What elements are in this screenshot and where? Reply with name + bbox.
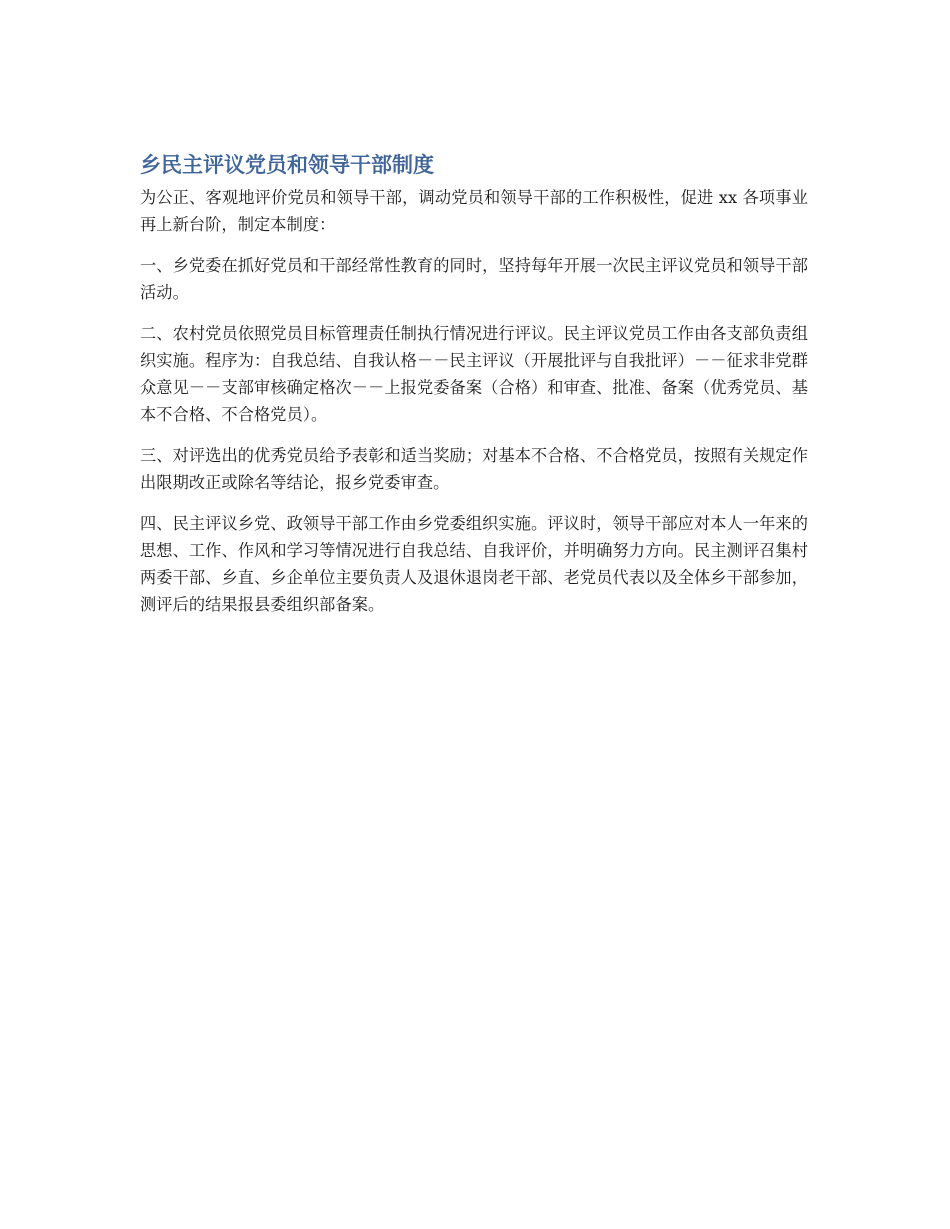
intro-paragraph: 为公正、客观地评价党员和领导干部，调动党员和领导干部的工作积极性，促进 xx 各项事业再上新台阶，制定本制度：: [140, 188, 808, 234]
paragraph-4: 四、民主评议乡党、政领导干部工作由乡党委组织实施。评议时，领导干部应对本人一年来的思想、工作、作风和学习等情况进行自我总结、自我评价，并明确努力方向。民主测评召集村两委干部、乡直、乡企单位主要负责人及退休退岗老干部、老党员代表以及全体乡干部参加，测评后的结果报县委组织部备案。: [140, 514, 808, 614]
paragraph-1: 一、乡党委在抓好党员和干部经常性教育的同时，坚持每年开展一次民主评议党员和领导干部活动。: [140, 256, 808, 302]
document-title: 乡民主评议党员和领导干部制度: [140, 153, 434, 177]
paragraph-3: 三、对评选出的优秀党员给予表彰和适当奖励；对基本不合格、不合格党员，按照有关规定作出限期改正或除名等结论，报乡党委审查。: [140, 446, 808, 492]
paragraph-2: 二、农村党员依照党员目标管理责任制执行情况进行评议。民主评议党员工作由各支部负责组织实施。程序为：自我总结、自我认格－－民主评议（开展批评与自我批评）－－征求非党群众意见－－支部审核确定格次－－上报党委备案（合格）和审查、批准、备案（优秀党员、基本不合格、不合格党员）。: [140, 324, 808, 424]
document-page: [140, 150, 808, 632]
